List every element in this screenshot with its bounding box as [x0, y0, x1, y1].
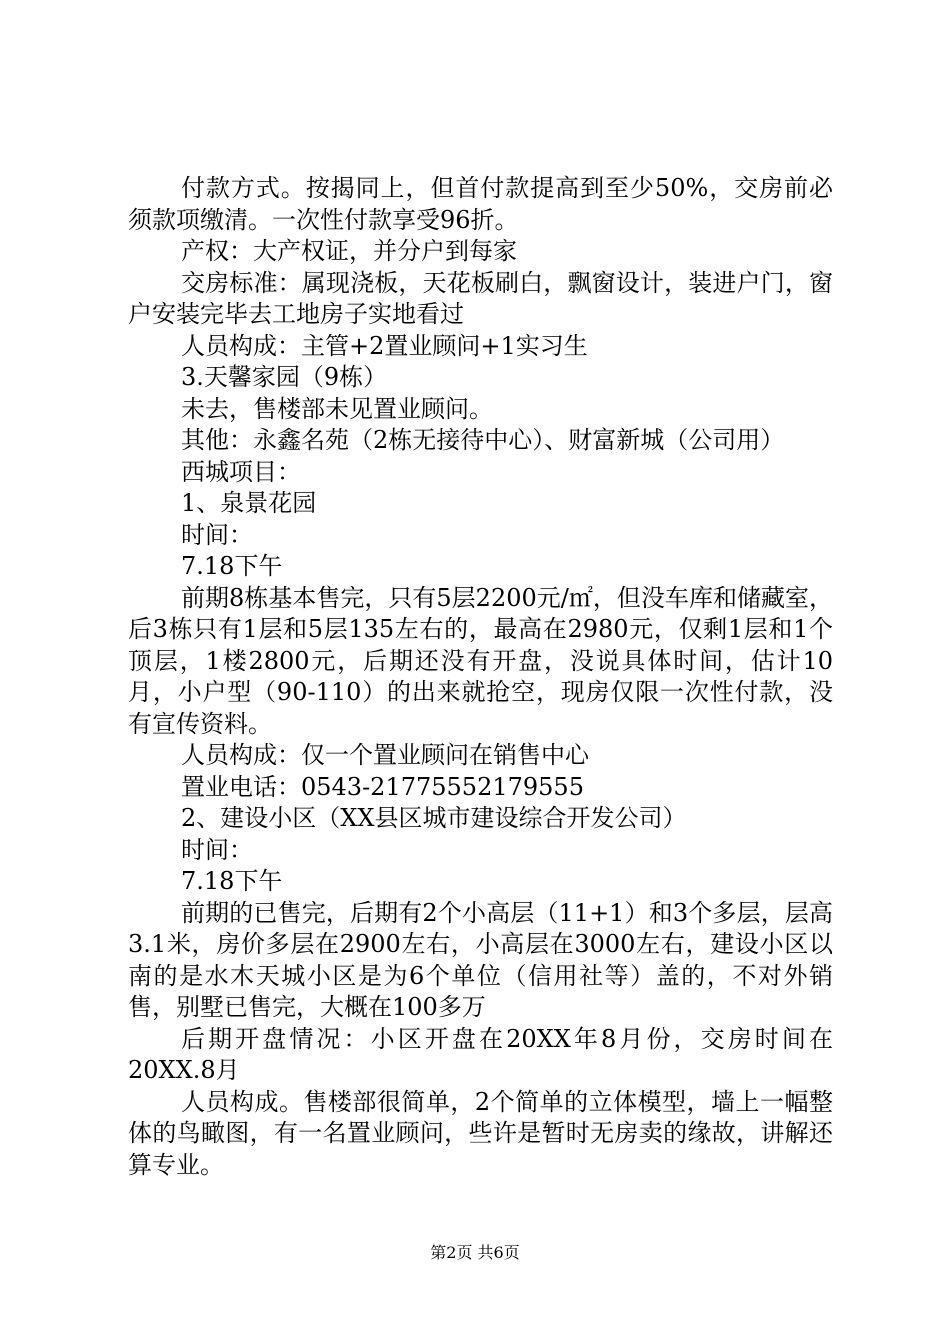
paragraph-time-label-2: 时间： [181, 835, 253, 864]
page-number: 第2页 共6页 [430, 1243, 520, 1262]
paragraph-time-value-2: 7.18下午 [181, 867, 283, 895]
paragraph-others: 其他：永鑫名苑（2栋无接待中心）、财富新城（公司用） [181, 426, 785, 454]
paragraph-project-tianxin: 3.天馨家园（9栋） [181, 363, 388, 391]
paragraph-later-opening: 后期开盘情况：小区开盘在20XX年8月份，交房时间在20XX.8月 [128, 1024, 833, 1084]
paragraph-time-label-1: 时间： [181, 520, 253, 549]
paragraph-property-rights: 产权：大产权证，并分户到每家 [181, 237, 517, 265]
paragraph-staff-1: 人员构成：主管+2置业顾问+1实习生 [181, 331, 588, 360]
paragraph-staff-2: 人员构成：仅一个置业顾问在销售中心 [181, 741, 589, 769]
paragraph-phone: 置业电话：0543-21775552179555 [181, 772, 584, 801]
paragraph-not-visited: 未去，售楼部未见置业顾问。 [181, 394, 493, 423]
paragraph-west-city: 西城项目： [181, 457, 301, 486]
paragraph-quanjing: 1、泉景花园 [181, 489, 317, 517]
paragraph-quanjing-details: 前期8栋基本售完，只有5层2200元/㎡，但没车库和储藏室，后3栋只有1层和5层135左右的，最高在2980元，仅剩1层和1个顶层，1楼2800元，后期还没有开盘，没说具体时间，估计10月，小户型（90-110）的出来就抢空，现房仅限一次性付款，没有宣传资料。 [128, 583, 833, 738]
paragraph-jianshe: 2、建设小区（XX县区城市建设综合开发公司） [181, 804, 687, 832]
document-body [128, 173, 833, 1181]
paragraph-jianshe-details: 前期的已售完，后期有2个小高层（11+1）和3个多层，层高3.1米，房价多层在2900左右，小高层在3000左右，建设小区以南的是水木天城小区是为6个单位（信用社等）盖的，不对外销售，别墅已售完，大概在100多万 [128, 898, 833, 1021]
page-footer [0, 1243, 950, 1263]
paragraph-staff-3: 人员构成。售楼部很简单，2个简单的立体模型，墙上一幅整体的鸟瞰图，有一名置业顾问，些许是暂时无房卖的缘故，讲解还算专业。 [128, 1087, 833, 1179]
paragraph-delivery-standard: 交房标准：属现浇板，天花板刷白，飘窗设计，装进户门，窗户安装完毕去工地房子实地看过 [128, 268, 833, 328]
paragraph-payment-method: 付款方式。按揭同上，但首付款提高到至少50%，交房前必须款项缴清。一次性付款享受96折。 [128, 174, 833, 234]
paragraph-time-value-1: 7.18下午 [181, 552, 283, 580]
